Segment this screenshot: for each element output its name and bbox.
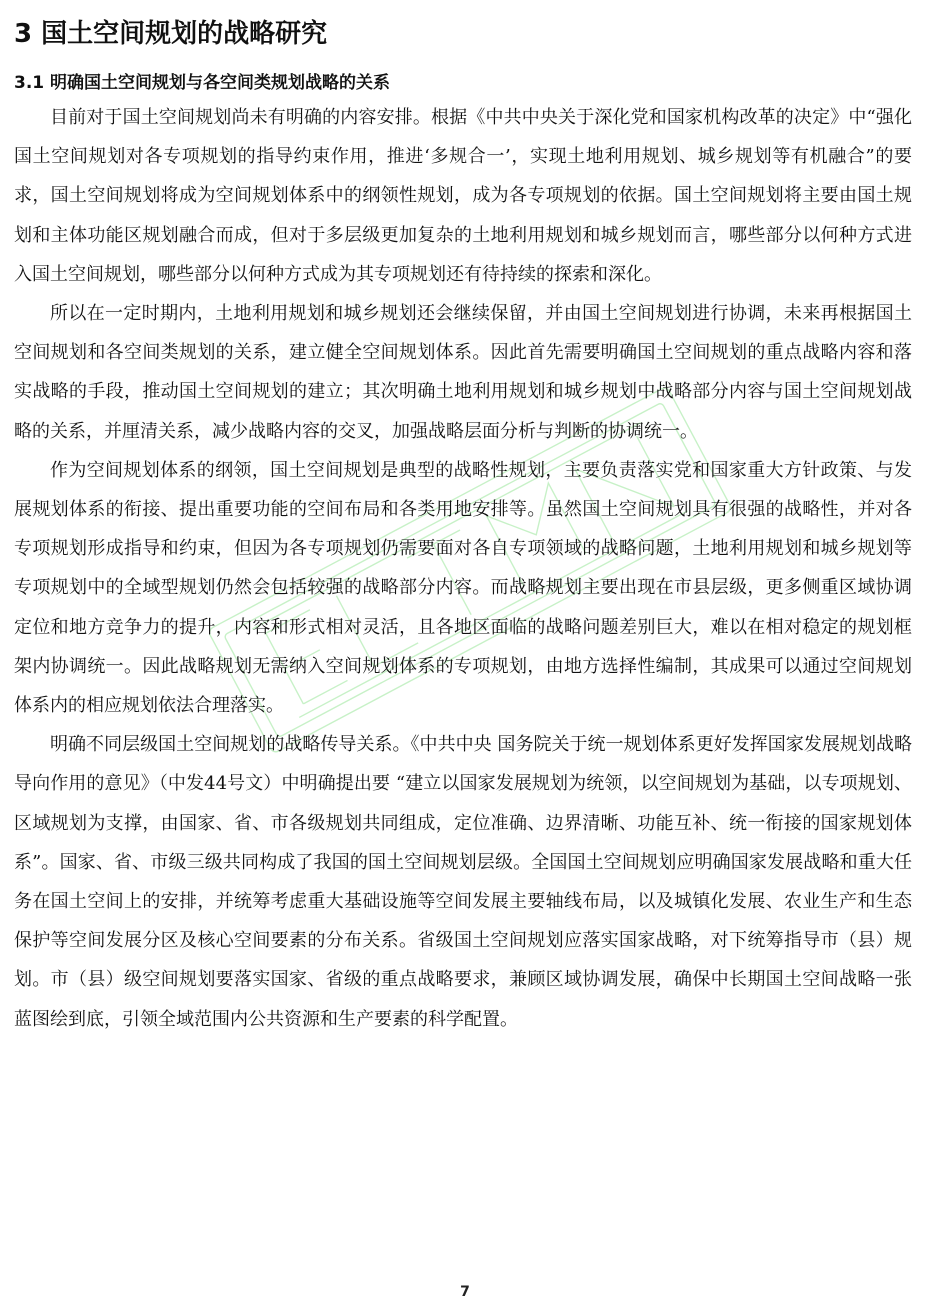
document-body bbox=[14, 16, 912, 1039]
paragraph: 所以在一定时期内，土地利用规划和城乡规划还会继续保留，并由国土空间规划进行协调，未来再根据国土空间规划和各空间类规划的关系，建立健全空间规划体系。因此首先需要明确国土空间规划的重点战略内容和落实战略的手段，推动国土空间规划的建立；其次明确土地利用规划和城乡规划中战略部分内容与国土空间规划战略的关系，并厘清关系，减少战略内容的交叉，加强战略层面分析与判断的协调统一。 bbox=[14, 303, 912, 442]
paragraph: 作为空间规划体系的纲领，国土空间规划是典型的战略性规划，主要负责落实党和国家重大方针政策、与发展规划体系的衔接、提出重要功能的空间布局和各类用地安排等。虽然国土空间规划具有很强的战略性，并对各专项规划形成指导和约束，但因为各专项规划仍需要面对各自专项领域的战略问题，土地利用规划和城乡规划等专项规划中的全域型规划仍然会包括较强的战略部分内容。而战略规划主要出现在市县层级，更多侧重区域协调定位和地方竞争力的提升，内容和形式相对灵活，且各地区面临的战略问题差别巨大，难以在相对稳定的规划框架内协调统一。因此战略规划无需纳入空间规划体系的专项规划，由地方选择性编制，其成果可以通过空间规划体系内的相应规划依法合理落实。 bbox=[14, 459, 912, 717]
section-heading: 3 国土空间规划的战略研究 bbox=[14, 19, 328, 49]
subsection-heading: 3.1 明确国土空间规划与各空间类规划战略的关系 bbox=[14, 73, 391, 93]
paragraph: 目前对于国土空间规划尚未有明确的内容安排。根据《中共中央关于深化党和国家机构改革的决定》中“强化国土空间规划对各专项规划的指导约束作用，推进‘多规合一’，实现土地利用规划、城乡规划等有机融合”的要求，国土空间规划将成为空间规划体系中的纲领性规划，成为各专项规划的依据。国土空间规划将主要由国土规划和主体功能区规划融合而成，但对于多层级更加复杂的土地利用规划和城乡规划而言，哪些部分以何种方式进入国土空间规划，哪些部分以何种方式成为其专项规划还有待持续的探索和深化。 bbox=[14, 107, 912, 285]
page-number: 7 bbox=[460, 1284, 470, 1300]
paragraph: 明确不同层级国土空间规划的战略传导关系。《中共中央 国务院关于统一规划体系更好发挥国家发展规划战略导向作用的意见》（中发44号文）中明确提出要 “建立以国家发展规划为统领，以空间规划为基础，以专项规划、区域规划为支撑，由国家、省、市各级规划共同组成，定位准确、边界清晰、功能互补、统一衔接的国家规划体系”。国家、省、市级三级共同构成了我国的国土空间规划层级。全国国土空间规划应明确国家发展战略和重大任务在国土空间上的安排，并统筹考虑重大基础设施等空间发展主要轴线布局，以及城镇化发展、农业生产和生态保护等空间发展分区及核心空间要素的分布关系。省级国土空间规划应落实国家战略，对下统筹指导市（县）规划。市（县）级空间规划要落实国家、省级的重点战略要求，兼顾区域协调发展，确保中长期国土空间战略一张蓝图绘到底，引领全域范围内公共资源和生产要素的科学配置。 bbox=[14, 734, 912, 1030]
